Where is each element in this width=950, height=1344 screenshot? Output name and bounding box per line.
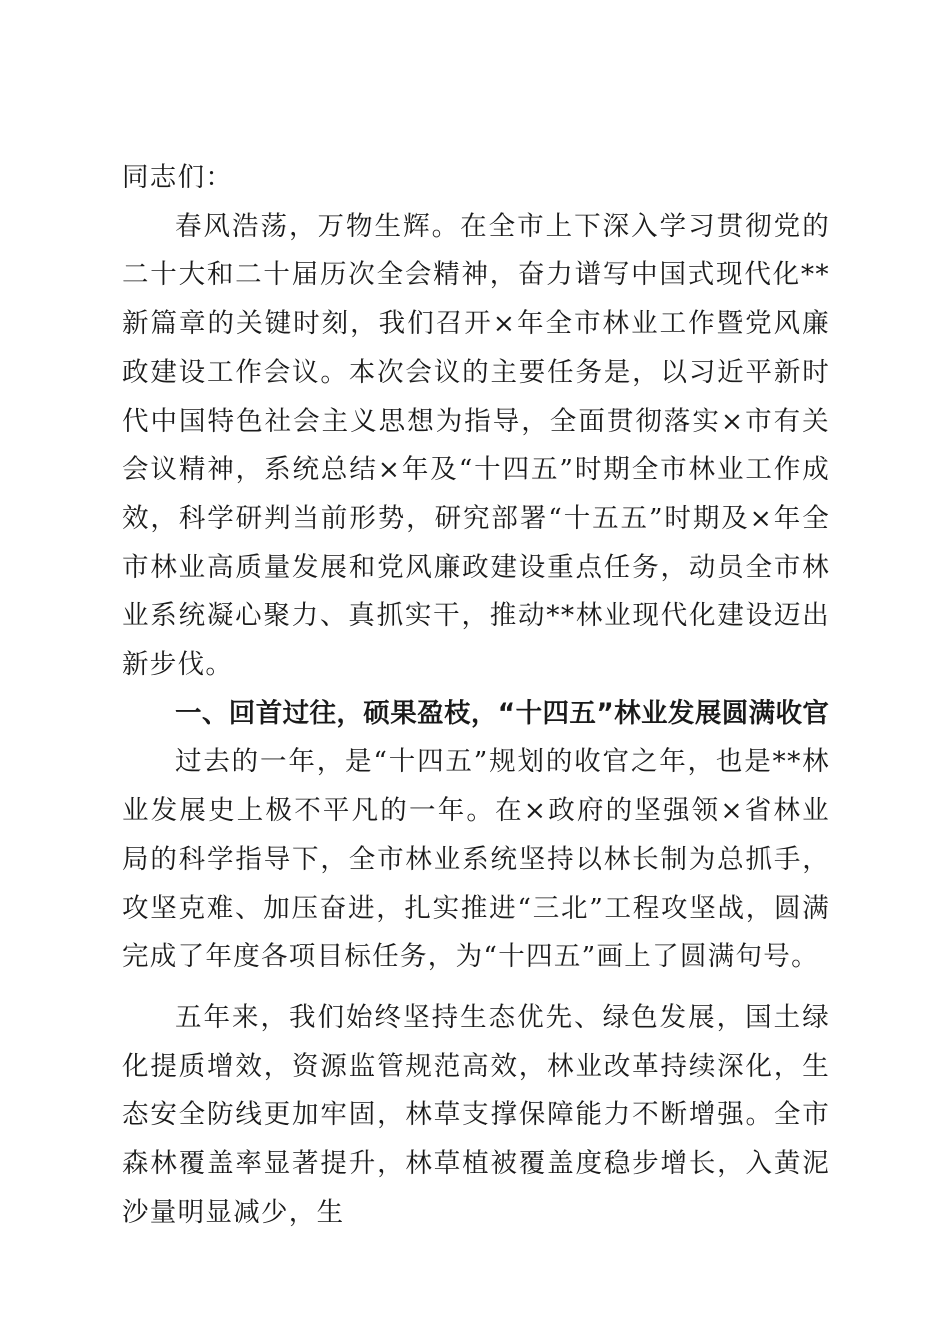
opening-paragraph: 春风浩荡，万物生辉。在全市上下深入学习贯彻党的二十大和二十届历次全会精神，奋力谱写中国式现代化**新篇章的关键时刻，我们召开×年全市林业工作暨党风廉政建设工作会议。本次会议的主要任务是，以习近平新时代中国特色社会主义思想为指导，全面贯彻落实×市有关会议精神，系统总结×年及“十四五”时期全市林业工作成效，科学研判当前形势，研究部署“十五五”时期及×年全市林业高质量发展和党风廉政建设重点任务，动员全市林业系统凝心聚力、真抓实干，推动**林业现代化建设迈出新步伐。 <box>122 210 830 681</box>
greeting: 同志们： <box>122 162 234 193</box>
section-paragraph-1: 过去的一年，是“十四五”规划的收官之年，也是**林业发展史上极不平凡的一年。在×政府的坚强领×省林业局的科学指导下，全市林业系统坚持以林长制为总抓手，攻坚克难、加压奋进，扎实推进“三北”工程攻坚战，圆满完成了年度各项目标任务，为“十四五”画上了圆满句号。 <box>122 746 830 973</box>
section-heading: 一、回首过往，硕果盈枝，“十四五”林业发展圆满收官 <box>175 697 830 729</box>
document-body <box>122 154 830 1237</box>
section-paragraph-2: 五年来，我们始终坚持生态优先、绿色发展，国土绿化提质增效，资源监管规范高效，林业改革持续深化，生态安全防线更加牢固，林草支撑保障能力不断增强。全市森林覆盖率显著提升，林草植被覆盖度稳步增长，入黄泥沙量明显减少，生 <box>122 1001 830 1228</box>
